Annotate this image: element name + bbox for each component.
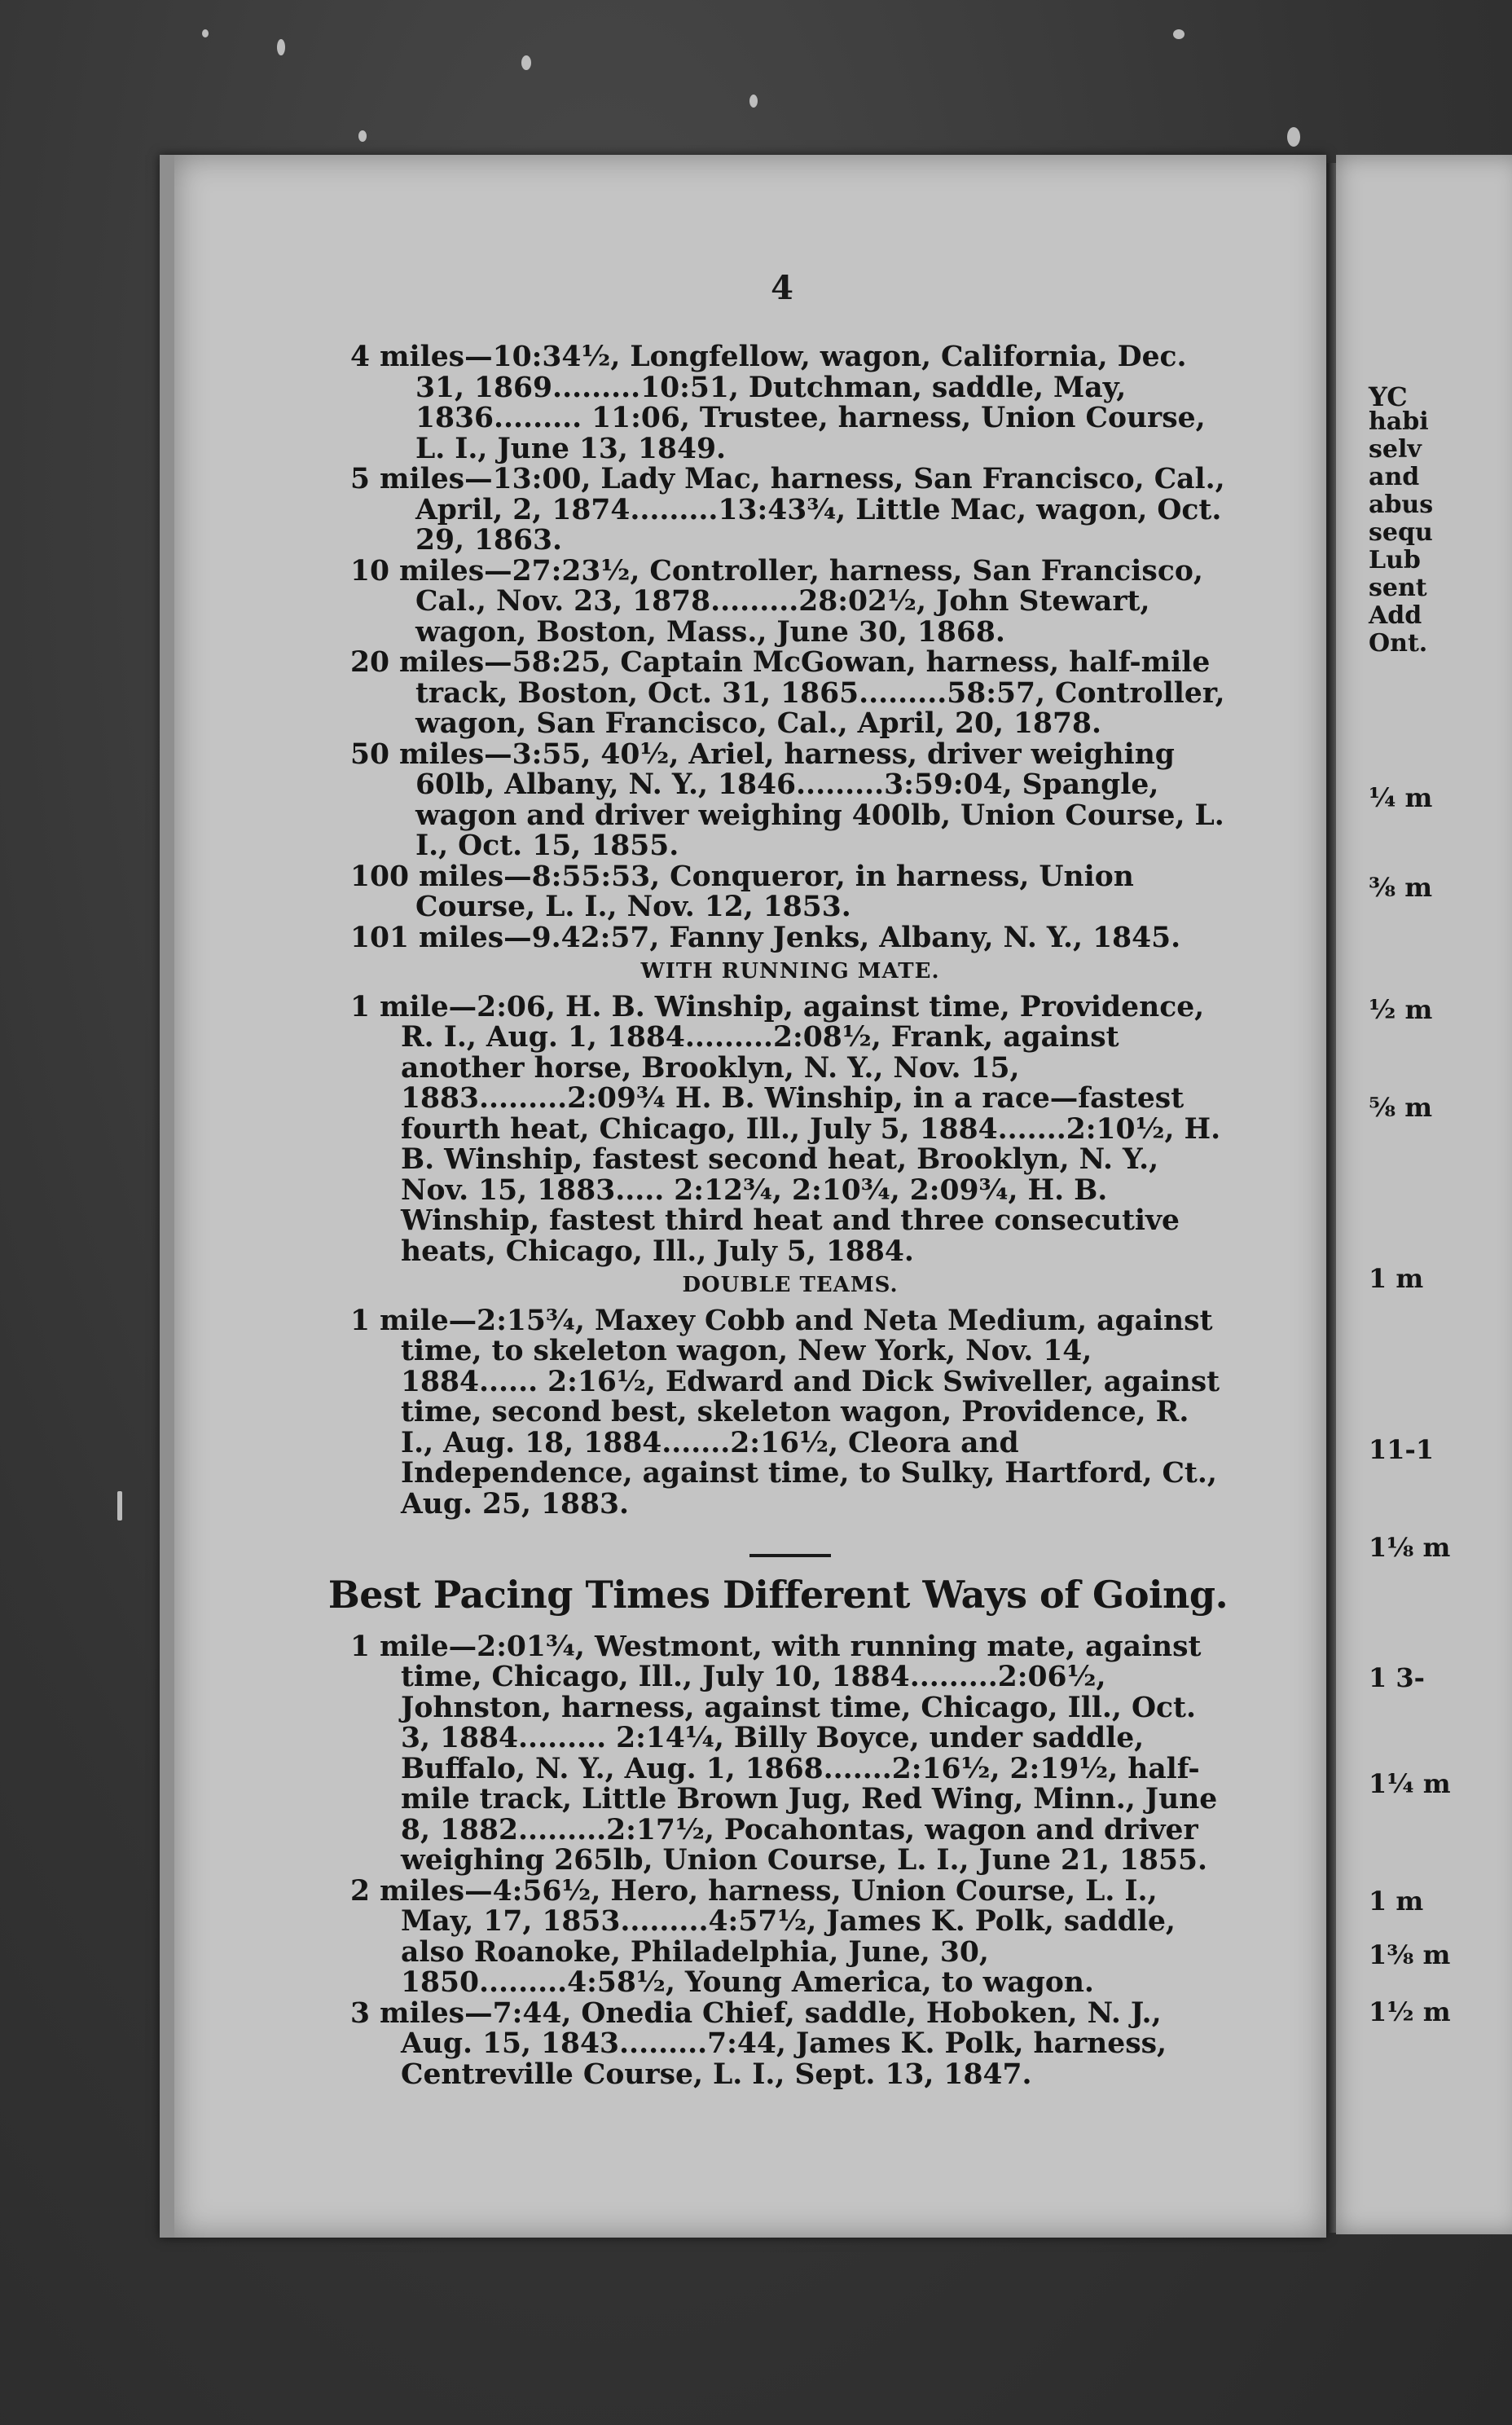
fragment-line: selv	[1369, 435, 1422, 464]
section-title: Best Pacing Times Different Ways of Going.	[327, 1573, 1228, 1617]
fragment-line: sent	[1369, 574, 1427, 602]
dust-speck	[1173, 29, 1185, 39]
record-entry: 3 miles—7:44, Onedia Chief, saddle, Hoboken, N. J., Aug. 15, 1843.........7:44, James K. Polk, harness, Centreville Course, L. I., Sept. 13, 1847.	[350, 1996, 1167, 2091]
dust-speck	[749, 95, 758, 108]
record-entry: 1 mile—2:15¾, Maxey Cobb and Neta Medium, against time, to skeleton wagon, New York, Nov. 14, 1884...... 2:16½, Edward and Dick Swiveller, against time, second best, skeleton wagon, Providence, R. I., Aug. 18, 1884.......2:16½, Cleora and Independence, against time, to Sulky, Hartford, Ct., Aug. 25, 1883.	[350, 1304, 1220, 1521]
fragment-line: 1⅜ m	[1369, 1939, 1451, 1970]
fragment-line: sequ	[1369, 518, 1433, 547]
dust-speck	[117, 1491, 122, 1521]
page-number: 4	[771, 269, 793, 307]
record-entry: 101 miles—9.42:57, Fanny Jenks, Albany, N. Y., 1845.	[350, 921, 1181, 954]
dust-speck	[358, 130, 367, 142]
record-entry: 5 miles—13:00, Lady Mac, harness, San Francisco, Cal., April, 2, 1874.........13:43¾, Little Mac, wagon, Oct. 29, 1863.	[350, 463, 1225, 557]
fragment-line: Ont.	[1369, 629, 1428, 658]
fragment-line: ⅜ m	[1369, 872, 1433, 903]
record-entry: 100 miles—8:55:53, Conqueror, in harness, Union Course, L. I., Nov. 12, 1853.	[350, 860, 1134, 923]
fragment-line: 11-1	[1369, 1434, 1435, 1465]
page-body	[327, 341, 1230, 2091]
dust-speck	[202, 29, 209, 37]
fragment-line: YC	[1369, 381, 1408, 412]
record-entry: 1 mile—2:06, H. B. Winship, against time, Providence, R. I., Aug. 1, 1884.........2:08½, Frank, against another horse, Brooklyn, N. Y., Nov. 15, 1883.........2:09¾ H. B. Winship, in a race—fastest fourth heat, Chicago, Ill., July 5, 1884.......2:10½, H. B. Winship, fastest second heat, Brooklyn, N. Y., Nov. 15, 1883..... 2:12¾, 2:10¾, 2:09¾, H. B. Winship, fastest third heat and three consecutive heats, Chicago, Ill., July 5, 1884.	[350, 990, 1221, 1268]
subheading-running-mate: WITH RUNNING MATE.	[640, 959, 940, 984]
fragment-line: 1¼ m	[1369, 1768, 1451, 1799]
record-entry: 4 miles—10:34½, Longfellow, wagon, California, Dec. 31, 1869.........10:51, Dutchman, saddle, May, 1836......... 11:06, Trustee, harness, Union Course, L. I., June 13, 1849.	[350, 341, 1206, 465]
fragment-line: ¼ m	[1369, 782, 1433, 813]
fragment-line: 1⅛ m	[1369, 1532, 1451, 1563]
fragment-line: Lub	[1369, 546, 1421, 574]
dust-speck	[521, 55, 531, 70]
fragment-line: abus	[1369, 491, 1434, 519]
fragment-line: habi	[1369, 407, 1429, 436]
right-page	[1336, 155, 1512, 2234]
fragment-line: 1½ m	[1369, 1996, 1451, 2027]
dust-speck	[277, 39, 285, 55]
record-entry: 50 miles—3:55, 40½, Ariel, harness, driver weighing 60lb, Albany, N. Y., 1846.........3:59:04, Spangle, wagon and driver weighing 400lb, Union Course, L. I., Oct. 15, 1855.	[350, 737, 1224, 862]
fragment-line: and	[1369, 463, 1420, 491]
fragment-line: 1 m	[1369, 1886, 1424, 1917]
fragment-line: ½ m	[1369, 994, 1433, 1025]
fragment-line: 1 m	[1369, 1263, 1424, 1294]
subheading-double-teams: DOUBLE TEAMS.	[682, 1273, 899, 1297]
fragment-line: Add	[1369, 601, 1422, 630]
section-divider	[749, 1554, 831, 1557]
record-entry: 10 miles—27:23½, Controller, harness, San Francisco, Cal., Nov. 23, 1878.........28:02½, John Stewart, wagon, Boston, Mass., June 30, 1868.	[350, 554, 1203, 649]
fragment-line: ⅝ m	[1369, 1092, 1433, 1123]
record-entry: 20 miles—58:25, Captain McGowan, harness, half-mile track, Boston, Oct. 31, 1865.........58:57, Controller, wagon, San Francisco, Cal., April, 20, 1878.	[350, 646, 1225, 740]
record-entry: 1 mile—2:01¾, Westmont, with running mate, against time, Chicago, Ill., July 10, 1884.........2:06½, Johnston, harness, against time, Chicago, Ill., Oct. 3, 1884......... 2:14¼, Billy Boyce, under saddle, Buffalo, N. Y., Aug. 1, 1868.......2:16½, 2:19½, half-mile track, Little Brown Jug, Red Wing, Minn., June 8, 1882.........2:17½, Pocahontas, wagon and driver weighing 265lb, Union Course, L. I., June 21, 1855.	[350, 1630, 1218, 1877]
dust-speck	[1287, 127, 1300, 147]
fragment-line: 1 3-	[1369, 1662, 1425, 1693]
record-entry: 2 miles—4:56½, Hero, harness, Union Course, L. I., May, 17, 1853.........4:57½, James K. Polk, saddle, also Roanoke, Philadelphia, June, 30, 1850.........4:58½, Young America, to wagon.	[350, 1874, 1176, 1999]
